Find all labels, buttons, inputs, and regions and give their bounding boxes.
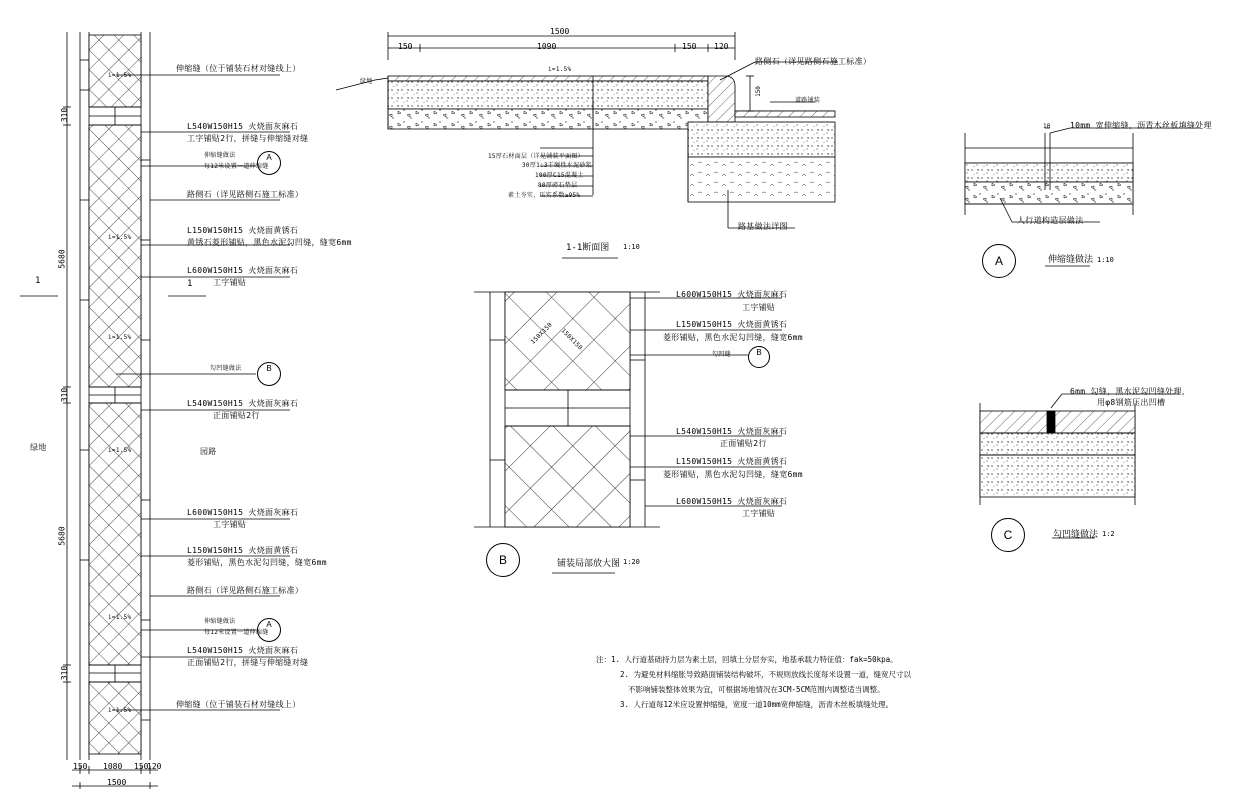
section-dim-150b: 150 bbox=[682, 42, 697, 51]
detail-c-title: 勾凹缝做法 bbox=[1053, 530, 1099, 540]
plan-dim-310-bottom: 310 bbox=[60, 665, 70, 681]
detail-a-label-top: 10mm 宽伸缩缝，沥青木丝板填缝处理 bbox=[1070, 121, 1212, 130]
detail-b-scale: 1:20 bbox=[623, 558, 640, 566]
plan-callout-5b: 黄锈石菱形铺贴，黑色水泥勾凹缝，缝宽6mm bbox=[187, 238, 352, 247]
detail-ref-b-plan: B bbox=[257, 362, 281, 386]
detail-b-callout-6b: 工字铺贴 bbox=[742, 509, 776, 518]
note-2: 2. 为避免材料缩胀导致路面铺装结构破坏，不规则放线长度每米设置一道，缝宽尺寸以 bbox=[620, 670, 912, 679]
plan-callout-12b: 每12米设置一道伸缩缝 bbox=[204, 629, 269, 636]
section-left-label: 绿地 bbox=[360, 78, 373, 85]
note-4: 3. 人行道每12米应设置伸缩缝，宽度一道10mm宽伸缩缝，沥青木丝板填缝处理。 bbox=[620, 700, 894, 709]
detail-a-label-bottom: 人行道构造层做法 bbox=[1017, 216, 1084, 225]
plan-callout-2: L540W150H15 火烧面灰麻石 bbox=[187, 122, 299, 131]
section-layer-1: 15厚石材面层（详见铺装平面图） bbox=[488, 153, 585, 160]
section-dim-total: 1500 bbox=[550, 27, 570, 36]
detail-b-callout-2b: 菱形铺贴，黑色水泥勾凹缝，缝宽6mm bbox=[663, 333, 803, 342]
plan-bottom-dim-150b: 150 bbox=[134, 762, 149, 771]
detail-b-callout-2: L150W150H15 火烧面黄锈石 bbox=[676, 320, 788, 329]
detail-b-ref-circle: B bbox=[748, 346, 770, 368]
plan-bottom-dim-120: 120 bbox=[147, 762, 162, 771]
detail-b-callout-5: L150W150H15 火烧面黄锈石 bbox=[676, 457, 788, 466]
plan-callout-7: 勾凹缝做法 bbox=[210, 365, 242, 372]
section-slope: i=1.5% bbox=[548, 66, 572, 73]
detail-b-tile-label2: 150X150 bbox=[559, 327, 584, 352]
detail-a-title: 伸缩缝做法 bbox=[1048, 255, 1094, 265]
plan-dim-5680-top: 5680 bbox=[57, 249, 67, 269]
plan-callout-10: L150W150H15 火烧面黄锈石 bbox=[187, 546, 299, 555]
detail-c bbox=[980, 394, 1180, 538]
detail-b-callout-4: L540W150H15 火烧面灰麻石 bbox=[676, 427, 788, 436]
section-layer-3: 100厚C15混凝土 bbox=[535, 172, 584, 179]
slope-label: i=1.5% bbox=[108, 447, 132, 454]
slope-label: i=1.5% bbox=[108, 707, 132, 714]
section-base-label: 路基做法详图 bbox=[738, 222, 788, 231]
plan-side-label: 绿地 bbox=[30, 443, 47, 452]
section-curb-height: 150 bbox=[754, 86, 762, 97]
plan-callout-3b: 每12米设置一道伸缩缝 bbox=[204, 163, 269, 170]
section-title: 1-1断面图 bbox=[566, 243, 610, 253]
detail-c-scale: 1:2 bbox=[1102, 530, 1115, 538]
detail-c-label-top2: 用φ8钢筋压出凹槽 bbox=[1097, 398, 1166, 407]
detail-a-scale: 1:10 bbox=[1097, 256, 1114, 264]
detail-ref-a-bottom: A bbox=[257, 618, 281, 642]
plan-callout-4: 路侧石（详见路侧石施工标准） bbox=[187, 190, 304, 199]
detail-b-callout-1b: 工字铺贴 bbox=[742, 303, 776, 312]
plan-callout-14: 伸缩缝（位于铺装石材对缝线上） bbox=[176, 700, 301, 709]
section-layer-4: 80厚碎石垫层 bbox=[538, 182, 578, 189]
detail-c-circle: C bbox=[991, 518, 1025, 552]
detail-b-callout-5b: 菱形铺贴，黑色水泥勾凹缝，缝宽6mm bbox=[663, 470, 803, 479]
plan-callout-5: L150W150H15 火烧面黄锈石 bbox=[187, 226, 299, 235]
plan-callout-13: L540W150H15 火烧面灰麻石 bbox=[187, 646, 299, 655]
detail-ref-a-top: A bbox=[257, 151, 281, 175]
plan-dim-310-mid: 310 bbox=[60, 387, 70, 403]
detail-a-circle: A bbox=[982, 244, 1016, 278]
plan-center-label: 园路 bbox=[200, 447, 217, 456]
slope-label: i=1.5% bbox=[108, 334, 132, 341]
plan-bottom-dim-1080: 1080 bbox=[103, 762, 123, 771]
note-1: 注：1. 人行道基础持力层为素土层，回填土分层夯实，地基承载力特征值：fak=50kpa。 bbox=[596, 655, 898, 664]
section-dim-120: 120 bbox=[714, 42, 729, 51]
plan-callout-6: L600W150H15 火烧面灰麻石 bbox=[187, 266, 299, 275]
plan-callout-6b: 工字铺贴 bbox=[213, 278, 247, 287]
detail-b-tile-label: 150X150 bbox=[529, 321, 554, 346]
section-curb-label: 路侧石（详见路侧石施工标准） bbox=[755, 57, 872, 66]
detail-b-callout-3: 勾凹缝 bbox=[712, 351, 731, 358]
detail-b-callout-6: L600W150H15 火烧面灰麻石 bbox=[676, 497, 788, 506]
detail-a-dim: 10 bbox=[1043, 123, 1051, 130]
plan-bottom-total: 1500 bbox=[107, 778, 127, 787]
detail-b-circle: B bbox=[486, 543, 520, 577]
section-road-label: 道路铺装 bbox=[795, 97, 821, 104]
plan-callout-8: L540W150H15 火烧面灰麻石 bbox=[187, 399, 299, 408]
detail-b-callout-1: L600W150H15 火烧面灰麻石 bbox=[676, 290, 788, 299]
section-dim-1090: 1090 bbox=[537, 42, 557, 51]
slope-label: i=1.5% bbox=[108, 614, 132, 621]
plan-callout-9: L600W150H15 火烧面灰麻石 bbox=[187, 508, 299, 517]
detail-b-callout-4b: 正面铺贴2行 bbox=[720, 439, 767, 448]
plan-callout-2b: 工字铺贴2行，拼缝与伸缩缝对缝 bbox=[187, 134, 309, 143]
section-dim-150a: 150 bbox=[398, 42, 413, 51]
plan-callout-13b: 正面铺贴2行，拼缝与伸缩缝对缝 bbox=[187, 658, 309, 667]
plan-dim-5680-bottom: 5680 bbox=[57, 526, 67, 546]
plan-dim-310-top: 310 bbox=[60, 107, 70, 123]
plan-callout-12: 伸缩缝做法 bbox=[204, 618, 236, 625]
section-layer-5: 素土夯实，压实系数≥95% bbox=[508, 192, 581, 199]
section-layer-2: 30厚1:3干硬性水泥砂浆 bbox=[522, 162, 592, 169]
section-marker-left: 1 bbox=[35, 276, 41, 286]
detail-b-title: 铺装局部放大图 bbox=[557, 559, 621, 569]
detail-c-label-top: 6mm 勾缝，黑水泥勾凹缝处理， bbox=[1070, 387, 1191, 396]
note-3: 不影响铺装整体效果为宜，可根据场地情况在3CM-5CM范围内调整适当调整。 bbox=[628, 685, 885, 694]
plan-callout-11: 路侧石（详见路侧石施工标准） bbox=[187, 586, 304, 595]
plan-callout-9b: 工字铺贴 bbox=[213, 520, 247, 529]
section-marker-right: 1 bbox=[187, 279, 193, 289]
section-scale: 1:10 bbox=[623, 243, 640, 251]
slope-label: i=1.5% bbox=[108, 72, 132, 79]
plan-callout-3: 伸缩缝做法 bbox=[204, 152, 236, 159]
slope-label: i=1.5% bbox=[108, 234, 132, 241]
plan-callout-8b: 正面铺贴2行 bbox=[213, 411, 260, 420]
plan-callout-1: 伸缩缝（位于铺装石材对缝线上） bbox=[176, 64, 301, 73]
plan-bottom-dim-150a: 150 bbox=[73, 762, 88, 771]
plan-callout-10b: 菱形铺贴，黑色水泥勾凹缝，缝宽6mm bbox=[187, 558, 327, 567]
